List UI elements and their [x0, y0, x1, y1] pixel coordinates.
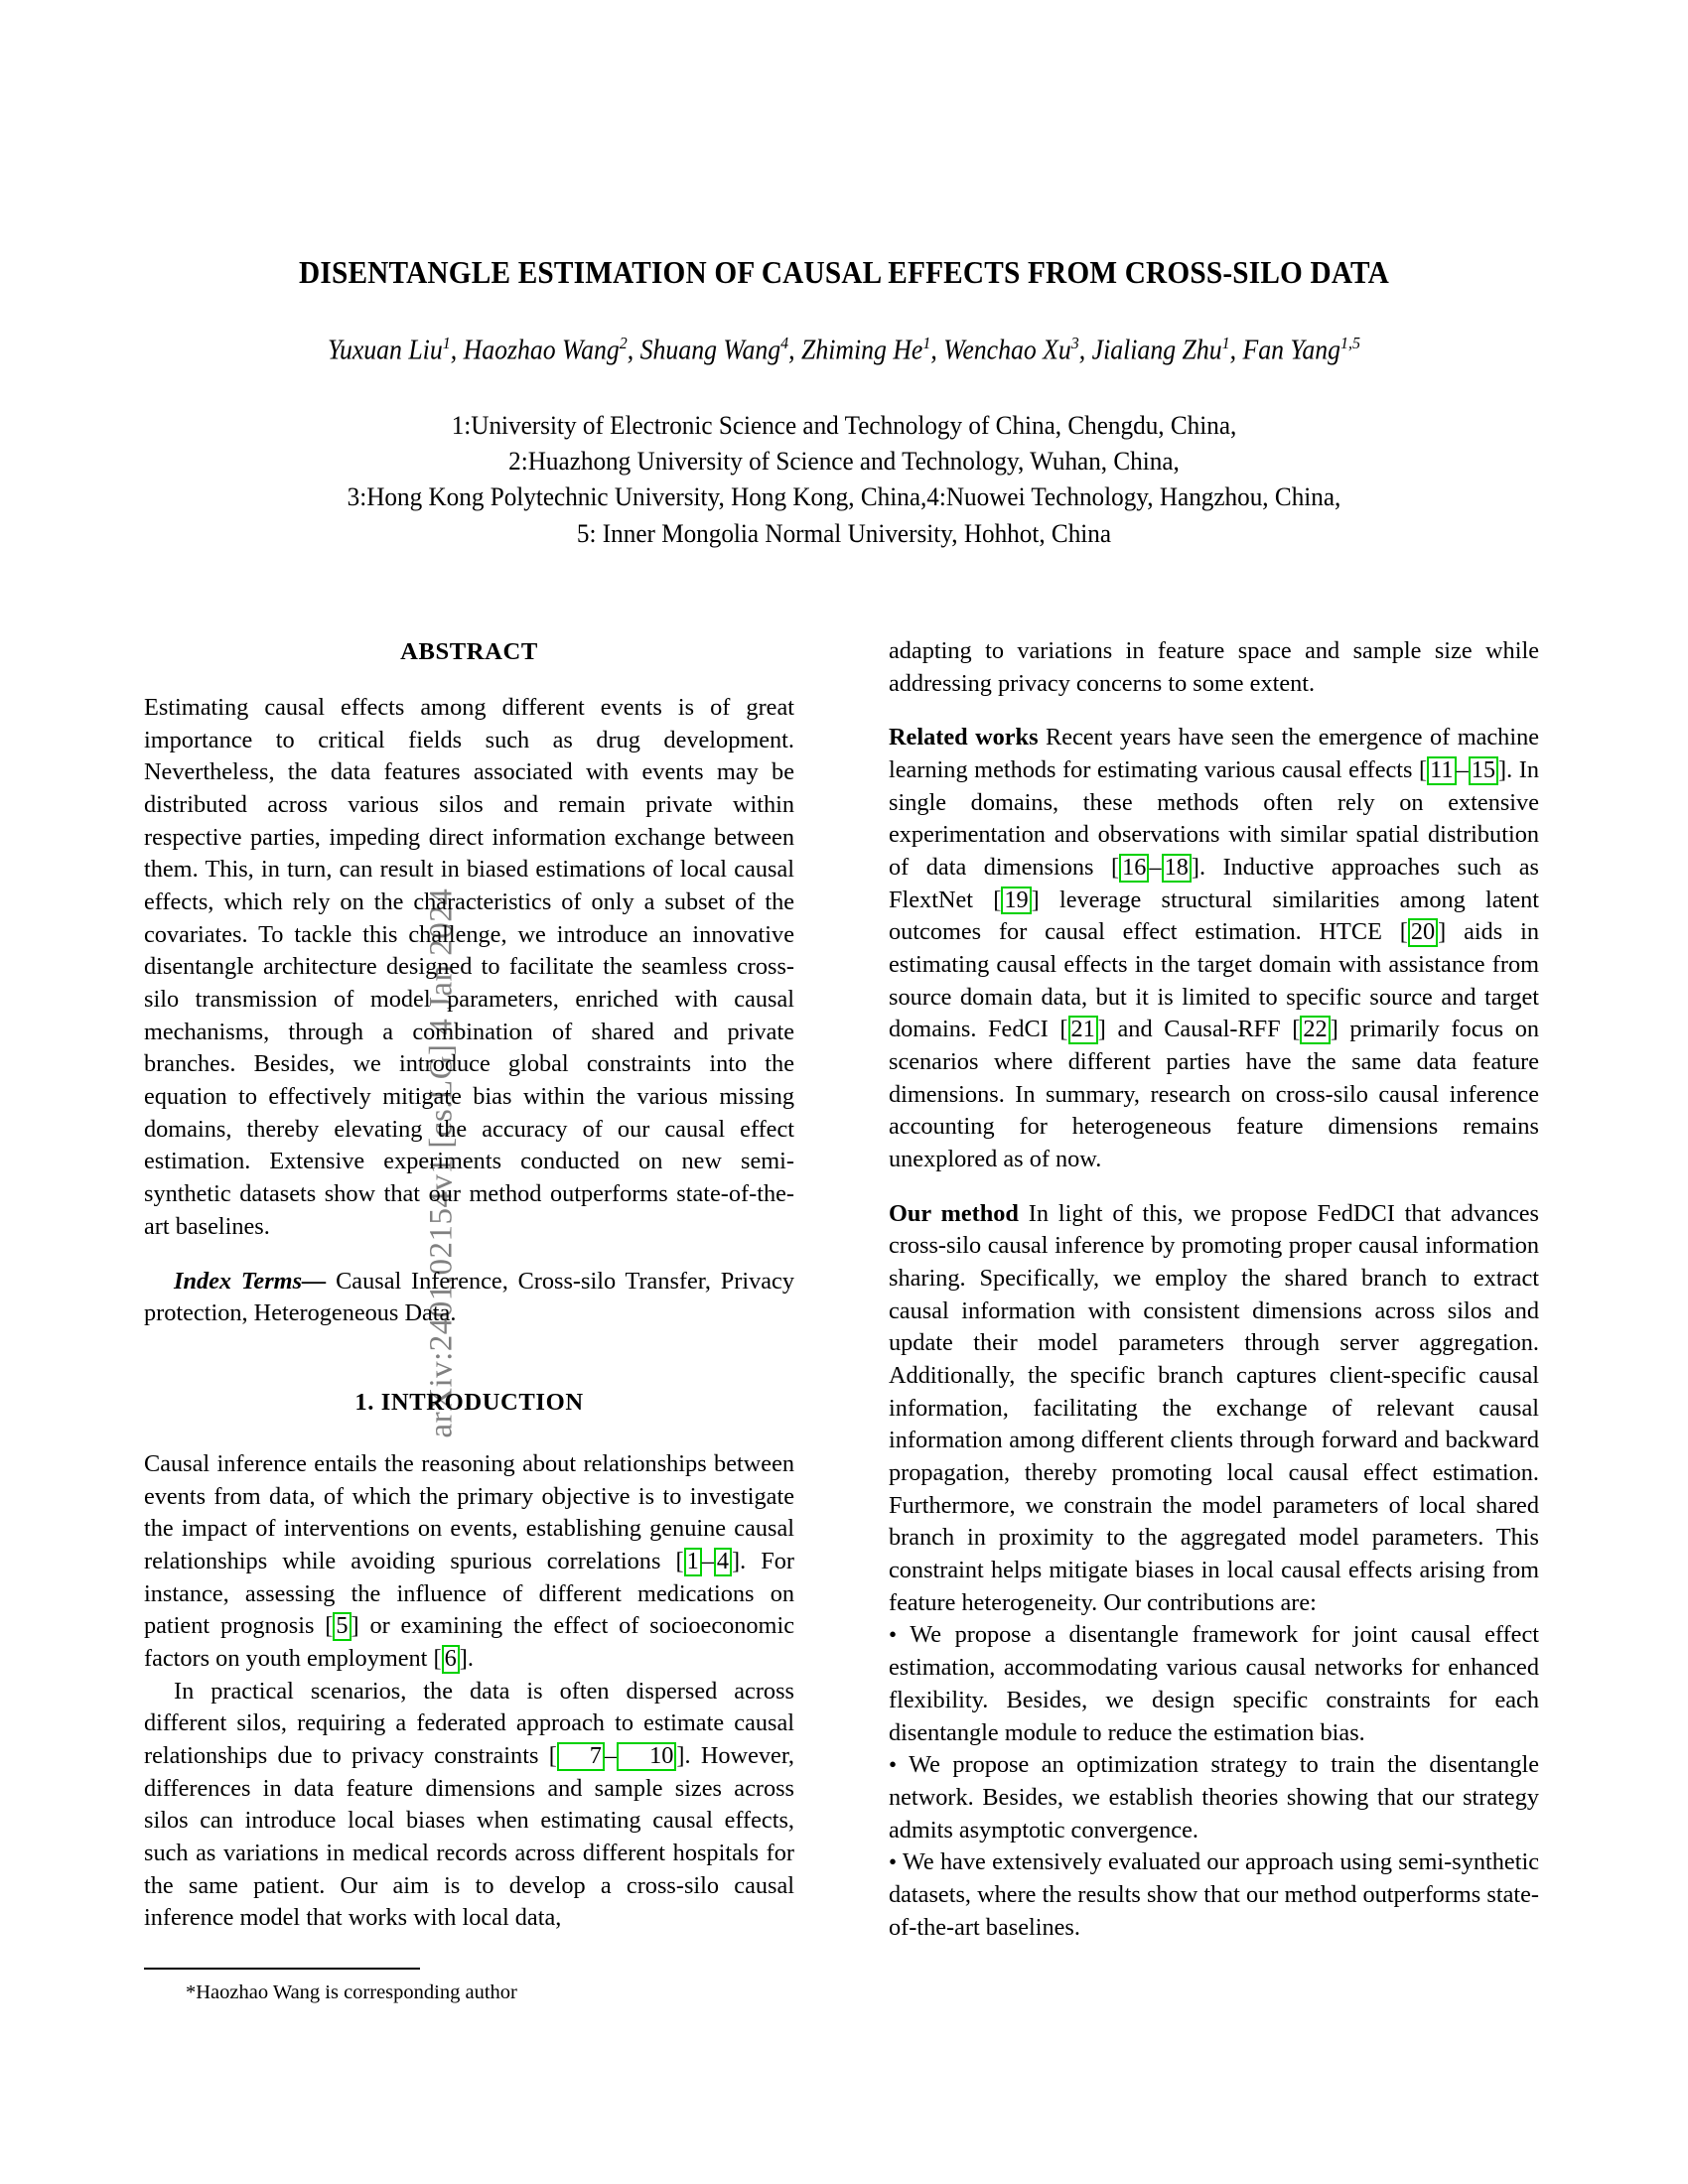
citation-link-11[interactable]: 11 — [1427, 756, 1456, 785]
intro-p1-text-d: ]. — [459, 1644, 474, 1672]
related-text-e: ] aids in estimating causal effects in the target domain with assistance from source domain data, but it is limited to specific source and target domains. FedCI [ — [889, 918, 1539, 1043]
author-name: Shuang Wang — [639, 335, 781, 366]
citation-group-11-15 — [1427, 756, 1498, 783]
paper-header — [149, 253, 1539, 551]
author-affiliation-marker: 3 — [1070, 334, 1079, 353]
citation-link-7[interactable]: 7 — [557, 1742, 605, 1771]
citation-link-10[interactable]: 10 — [617, 1742, 676, 1771]
arxiv-stamp-text: arXiv:2401.02154v1 [cs.LG] 4 Jan 2024 — [423, 887, 460, 1438]
author-affiliation-marker: 1 — [1221, 334, 1230, 353]
citation-dash-11: – — [1456, 756, 1469, 784]
contribution-bullet-1 — [889, 1619, 1539, 1749]
citation-link-5[interactable]: 5 — [333, 1612, 351, 1641]
author-affiliation-marker: 4 — [780, 334, 789, 353]
citation-group-1-4 — [684, 1548, 732, 1574]
author-separator: , — [627, 335, 640, 366]
intro-paragraph-1 — [144, 1448, 794, 1676]
contribution-bullet-3-text: We have extensively evaluated our approach using semi-synthetic datasets, where the results show that our method outperforms state-of-the-art baselines. — [889, 1848, 1539, 1941]
citation-dash-7: – — [604, 1741, 618, 1769]
our-method-label: Our method — [889, 1199, 1019, 1227]
contribution-bullet-3 — [889, 1846, 1539, 1944]
intro-p1-text-a: Causal inference entails the reasoning about relationships between events from data, of which the primary objective is to investigate the impact of interventions on events, establishing genuine causal relationships while avoiding spurious correlations [ — [144, 1449, 794, 1574]
author-separator: , — [1078, 335, 1092, 366]
affiliation-line: 2:Huazhong University of Science and Technology, Wuhan, China, — [508, 446, 1180, 476]
abstract-paragraph: Estimating causal effects among different events is of great importance to critical fields such as drug development. Nevertheless, the data features associated with events may be distributed across various silos and remain private within respective parties, impeding direct information exchange between them. This, in turn, can result in biased estimations of local causal effects, which rely on the characteristics of only a subset of the covariates. To tackle this challenge, we introduce an innovative disentangle architecture designed to facilitate the seamless cross-silo transmission of model parameters, enriched with causal mechanisms, through a combination of shared and private branches. Besides, we introduce global constraints into the equation to effectively mitigate bias within the various missing domains, thereby elevating the accuracy of our causal effect estimation. Extensive experiments conducted on new semi-synthetic datasets show that our method outperforms state-of-the-art baselines. — [144, 694, 794, 1240]
citation-link-6[interactable]: 6 — [442, 1645, 460, 1674]
bullet-icon: • — [889, 1621, 898, 1648]
introduction-heading: 1. INTRODUCTION — [354, 1388, 584, 1416]
author-separator: , — [1229, 335, 1243, 366]
intro-p1-text-c: ] or examining the effect of socioeconomic factors on youth employment [ — [144, 1612, 794, 1672]
citation-link-19[interactable]: 19 — [1001, 887, 1031, 915]
affiliations-block — [184, 407, 1504, 551]
intro-p1-text-b: ]. For instance, assessing the influence of different medications on patient prognosis [ — [144, 1547, 794, 1640]
contribution-bullet-2 — [889, 1749, 1539, 1846]
author-name: Jialiang Zhu — [1091, 335, 1222, 366]
intro-paragraph-2 — [144, 1676, 794, 1935]
citation-link-20[interactable]: 20 — [1408, 918, 1438, 947]
author-separator: , — [788, 335, 802, 366]
related-works-paragraph — [889, 722, 1539, 1175]
citation-dash-1: – — [701, 1547, 714, 1574]
author-affiliation-marker: 1,5 — [1340, 334, 1360, 353]
author-affiliation-marker: 1 — [442, 334, 451, 353]
bullet-icon: • — [889, 1848, 898, 1875]
citation-dash-16: – — [1149, 854, 1162, 882]
citation-group-16-18 — [1119, 854, 1192, 881]
index-terms-body: Causal Inference, Cross-silo Transfer, Privacy protection, Heterogeneous Data. — [144, 1267, 794, 1327]
index-terms-paragraph — [144, 1266, 794, 1330]
author-separator: , — [930, 335, 944, 366]
related-works-label: Related works — [889, 724, 1039, 751]
author-separator: , — [450, 335, 464, 366]
citation-group-7-10 — [557, 1742, 677, 1769]
author-affiliation-marker: 2 — [619, 334, 628, 353]
author-name: Haozhao Wang — [463, 335, 620, 366]
intro-p2-text-b: ]. However, differences in data feature dimensions and sample sizes across silos can introduce local biases when estimating causal effects, such as variations in medical records across different hospitals for the same patient. Our aim is to develop a cross-silo causal inference model that works with local data, — [144, 1741, 795, 1932]
affiliation-line: 3:Hong Kong Polytechnic University, Hong Kong, China,4:Nuowei Technology, Hangzhou, China, — [347, 481, 1341, 512]
citation-link-22[interactable]: 22 — [1300, 1016, 1330, 1044]
footnote-divider — [144, 1968, 420, 1970]
author-name: Yuxuan Liu — [327, 335, 443, 366]
citation-link-4[interactable]: 4 — [714, 1548, 732, 1576]
related-text-b: ]. In single domains, these methods often rely on extensive experimentation and observations with similar spatial distribution of data dimensions [ — [889, 756, 1539, 882]
citation-link-1[interactable]: 1 — [684, 1548, 702, 1576]
author-affiliation-marker: 1 — [922, 334, 931, 353]
footnote-text: *Haozhao Wang is corresponding author — [186, 1981, 517, 2003]
citation-link-15[interactable]: 15 — [1469, 756, 1498, 785]
related-text-g: ] primarily focus on scenarios where different parties have the same data feature dimensions. In summary, research on cross-silo causal inference accounting for heterogeneous feature dimensions remains unexplored as of now. — [889, 1016, 1540, 1173]
right-column — [889, 635, 1539, 1944]
our-method-body: In light of this, we propose FedDCI that advances cross-silo causal inference by promoting proper causal information sharing. Specifically, we employ the shared branch to extract causal information with consistent dimensions across silos and update their model parameters through server aggregation. Additionally, the specific branch captures client-specific causal information, facilitating the exchange of relevant causal information among different clients through forward and backward propagation, thereby promoting local causal effect estimation. Furthermore, we constrain the model parameters of local shared branch in proximity to the aggregated model parameters. This constraint helps mitigate biases in local causal effects arising from feature heterogeneity. Our contributions are: — [889, 1199, 1539, 1616]
author-name: Wenchao Xu — [943, 335, 1071, 366]
related-text-c: ]. Inductive approaches such as FlextNet [ — [889, 854, 1539, 913]
author-name: Fan Yang — [1242, 335, 1341, 366]
continued-paragraph: adapting to variations in feature space and sample size while addressing privacy concerns to some extent. — [889, 637, 1539, 697]
left-column — [144, 635, 794, 1935]
citation-link-21[interactable]: 21 — [1068, 1016, 1098, 1044]
related-text-f: ] and Causal-RFF [ — [1097, 1016, 1301, 1043]
related-text-a: Recent years have seen the emergence of machine learning methods for estimating various causal effects [ — [889, 724, 1539, 784]
bullet-icon: • — [889, 1751, 898, 1778]
authors-line — [205, 334, 1483, 366]
abstract-heading: ABSTRACT — [400, 638, 538, 665]
body-columns — [144, 635, 1539, 2055]
author-name: Zhiming He — [801, 335, 923, 366]
related-text-d: ] leverage structural similarities among latent outcomes for causal effect estimation. HTCE [ — [889, 886, 1539, 946]
our-method-paragraph — [889, 1198, 1539, 1620]
index-terms-label: Index Terms— — [174, 1267, 327, 1295]
intro-p2-text-a: In practical scenarios, the data is often dispersed across different silos, requiring a federated approach to estimate causal relationships due to privacy constraints [ — [144, 1677, 794, 1769]
citation-link-18[interactable]: 18 — [1162, 854, 1192, 883]
contribution-bullet-1-text: We propose a disentangle framework for joint causal effect estimation, accommodating various causal networks for enhanced flexibility. Besides, we design specific constraints for each disentangle module to reduce the estimation bias. — [889, 1621, 1539, 1746]
affiliation-line: 1:University of Electronic Science and Technology of China, Chengdu, China, — [451, 409, 1237, 440]
page-title: DISENTANGLE ESTIMATION OF CAUSAL EFFECTS FROM CROSS-SILO DATA — [299, 255, 1389, 290]
affiliation-line: 5: Inner Mongolia Normal University, Hohhot, China — [576, 517, 1112, 548]
citation-link-16[interactable]: 16 — [1119, 854, 1149, 883]
contribution-bullet-2-text: We propose an optimization strategy to train the disentangle network. Besides, we establish theories showing that our strategy admits asymptotic convergence. — [889, 1751, 1539, 1843]
